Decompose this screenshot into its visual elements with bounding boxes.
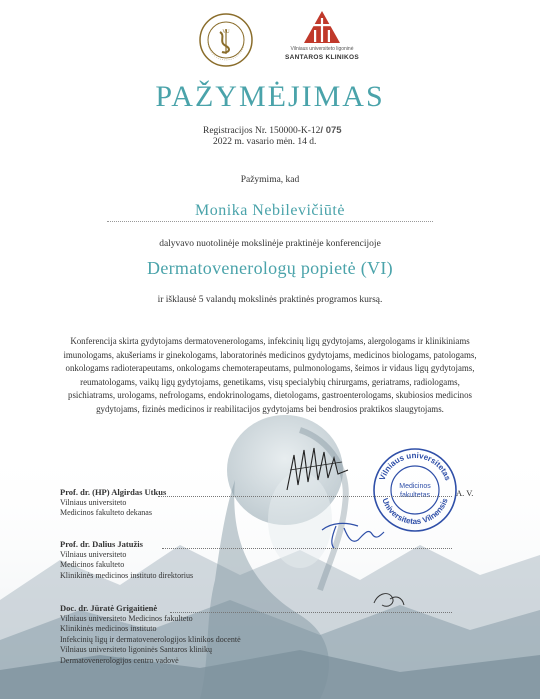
registration-number: / 075 xyxy=(320,125,342,136)
signature-grigaitiene xyxy=(368,585,408,615)
recipient-name: Monika Nebilevičiūtė xyxy=(195,202,345,219)
signatory-1 xyxy=(60,487,166,519)
av-label: A. V. xyxy=(456,488,474,498)
stamp-bottom-text: Universitetas Vilnensis xyxy=(380,496,450,527)
conference-title: Dermatovenerologų popietė (VI) xyxy=(147,258,393,278)
signatory-title-line: Vilniaus universiteto xyxy=(60,497,127,507)
signature-utkus xyxy=(282,440,352,500)
university-stamp xyxy=(371,446,459,534)
stamp-top-text: Vilniaus universitetas xyxy=(377,450,453,482)
stamp-inner-line2: fakultetas xyxy=(400,492,430,499)
registration-date: 2022 m. vasario mėn. 14 d. xyxy=(213,137,317,147)
signature-line-3 xyxy=(170,612,452,613)
registration-line xyxy=(203,124,342,138)
signatory-title-line: Infekcinių ligų ir dermatovenerologijos klinikos docentė xyxy=(60,634,241,644)
signatory-name: Prof. dr. (HP) Algirdas Utkus xyxy=(60,487,167,497)
signatory-title-line: Klinikinės medicinos instituto direktorius xyxy=(60,570,194,580)
santaros-subtitle: Vilniaus universiteto ligoninė xyxy=(290,46,354,52)
header-logos xyxy=(0,8,540,78)
certificate-title: PAŽYMĖJIMAS xyxy=(155,80,385,113)
signatory-name: Prof. dr. Dalius Jatužis xyxy=(60,539,143,549)
signature-line-2 xyxy=(162,548,452,549)
participation-text: dalyvavo nuotolinėje mokslinėje praktinėje konferencijoje xyxy=(159,239,381,249)
santaros-emblem-icon xyxy=(303,10,341,44)
signatory-name: Doc. dr. Jūratė Grigaitienė xyxy=(60,603,158,613)
santaros-klinikos-logo xyxy=(272,10,372,74)
certifies-text: Pažymima, kad xyxy=(240,175,300,185)
signatory-title-line: Klinikinės medicinos instituto xyxy=(60,624,157,634)
signatory-title-line: Vilniaus universiteto xyxy=(60,549,127,559)
recipient-name-underline xyxy=(107,221,433,222)
seal-center-text: VU xyxy=(222,30,230,35)
vu-medicine-seal-logo xyxy=(198,12,254,68)
signatory-title-line: Vilniaus universiteto ligoninės Santaros klinikų xyxy=(60,645,212,655)
santaros-name: SANTAROS KLINIKOS xyxy=(285,54,359,61)
signatory-2 xyxy=(60,539,193,581)
course-completion-text: ir išklausė 5 valandų mokslinės praktinės programos kursą. xyxy=(157,295,383,305)
conference-description: Konferencija skirta gydytojams dermatovenerologams, infekcinių ligų gydytojams, alergologams ir klinikiniams imunologams, akušeriams ir ginekologams, laboratorinės medicinos gydytojams, medicinos biologams, patologams, onkologams radioterapeutams, onkologams chemoterapeutams, pulmonologams, šeimos ir vidaus ligų gydytojams, reumatologams, vaikų ligų gydytojams, genetikams, visų specialybių chirurgams, geriatrams, radiologams, psichiatrams, urologams, nefrologams, endokrinologams, dietologams, gastroenterologams, skubiosios medicinos gydytojams, fizinės medicinos ir reabilitacijos gydytojams bei bendrosios praktikos slaugytojams. xyxy=(63,336,477,414)
registration-label: Registracijos Nr. 150000-K-12 xyxy=(203,126,321,136)
signature-line-1 xyxy=(158,496,452,497)
signatory-title-line: Dermatovenerologijos centro vadovė xyxy=(60,655,179,665)
signatory-title-line: Medicinos fakulteto xyxy=(60,560,125,570)
signatory-title-line: Vilniaus universiteto Medicinos fakulteto xyxy=(60,613,193,623)
stamp-inner-line1: Medicinos xyxy=(399,483,431,490)
signatory-title-line: Medicinos fakulteto dekanas xyxy=(60,508,152,518)
svg-text:Universitetas Vilnensis xyxy=(380,497,449,526)
